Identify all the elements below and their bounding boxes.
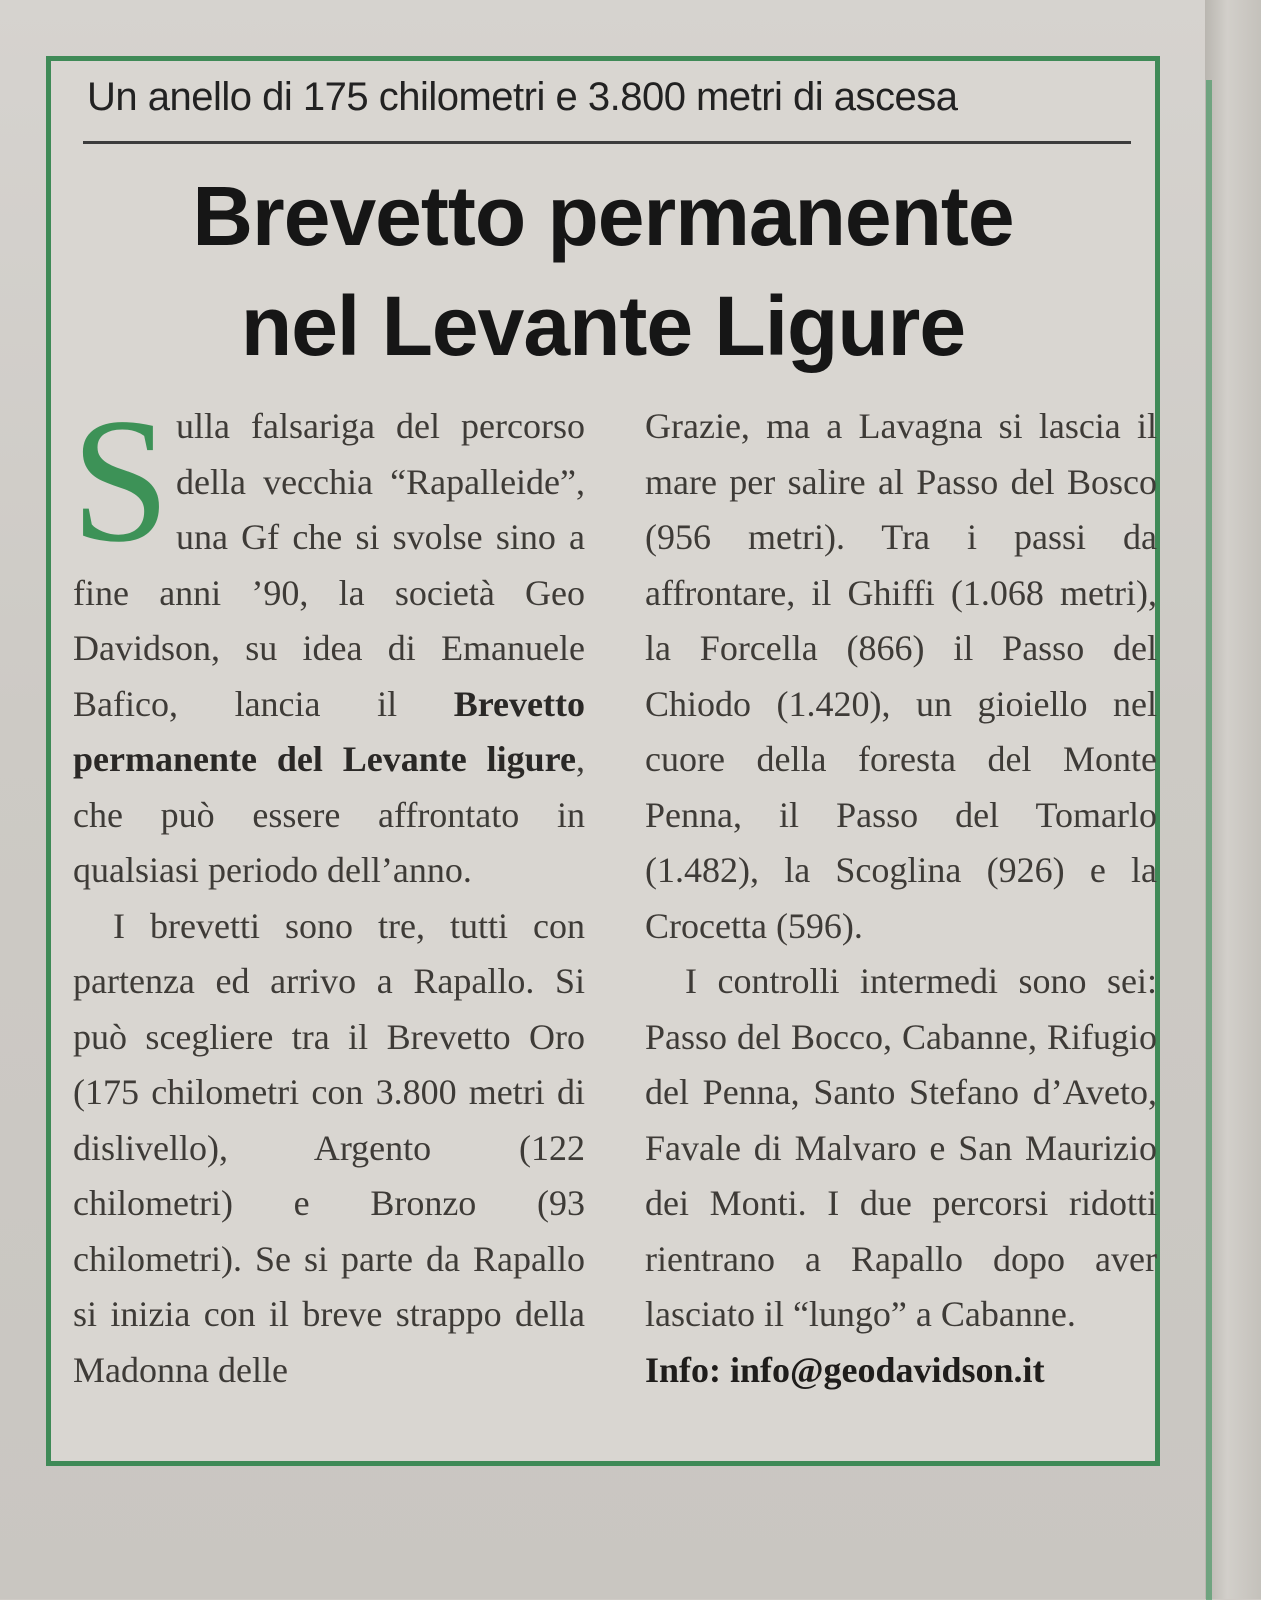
article-headline — [51, 161, 1155, 381]
text-column-left — [71, 381, 585, 1398]
article-kicker: Un anello di 175 chilometri e 3.800 metri di ascesa — [87, 75, 958, 119]
paragraph-controlli: I controlli intermedi sono sei: Passo del Bocco, Cabanne, Rifugio del Penna, Santo Stefano d’Aveto, Favale di Malvaro e San Maurizio dei Monti. I due percorsi ridotti rientrano a Rapallo dopo aver lasciato il “lungo” a Cabanne. — [645, 961, 1157, 1334]
kicker-underline — [83, 141, 1131, 144]
intro-bold-title: Brevetto permanente del Levante ligure — [73, 683, 585, 779]
info-contact: Info: info@geodavidson.it — [645, 1349, 1045, 1390]
paragraph-brevetti: I brevetti sono tre, tutti con partenza ed arrivo a Rapallo. Si può scegliere tra il Brevetto Oro (175 chilometri con 3.800 metri di dislivello), Argento (122 chilometri) e Bronzo (93 chilometri). Se si parte da Rapallo si inizia con il breve strappo della Madonna delle — [73, 905, 585, 1390]
adjacent-page-edge — [1205, 0, 1261, 1599]
article-box — [46, 56, 1160, 1466]
paragraph-passi: Grazie, ma a Lavagna si lascia il mare per salire al Passo del Bosco (956 metri). Tra i passi da affrontare, il Ghiffi (1.068 metri), la Forcella (866) il Passo del Chiodo (1.420), un gioiello nel cuore della foresta del Monte Penna, il Passo del Tomarlo (1.482), la Scoglina (926) e la Crocetta (596). — [645, 406, 1157, 946]
intro-text-start: ulla falsariga del percorso della vecchia “Rapalleide”, una Gf che si svolse sino a fine anni ’90, la società Geo Davidson, su idea di Emanuele Bafico, lancia il — [73, 406, 585, 724]
text-column-right — [645, 399, 1157, 1398]
adjacent-page-rule — [1206, 80, 1212, 1600]
headline-line-2: nel Levante Ligure — [240, 279, 966, 373]
intro-text-end: , che può essere affrontato in qualsiasi periodo dell’anno. — [73, 739, 585, 890]
headline-line-1: Brevetto permanente — [192, 169, 1014, 263]
drop-cap: S — [71, 381, 170, 579]
paragraph-intro — [71, 381, 585, 899]
